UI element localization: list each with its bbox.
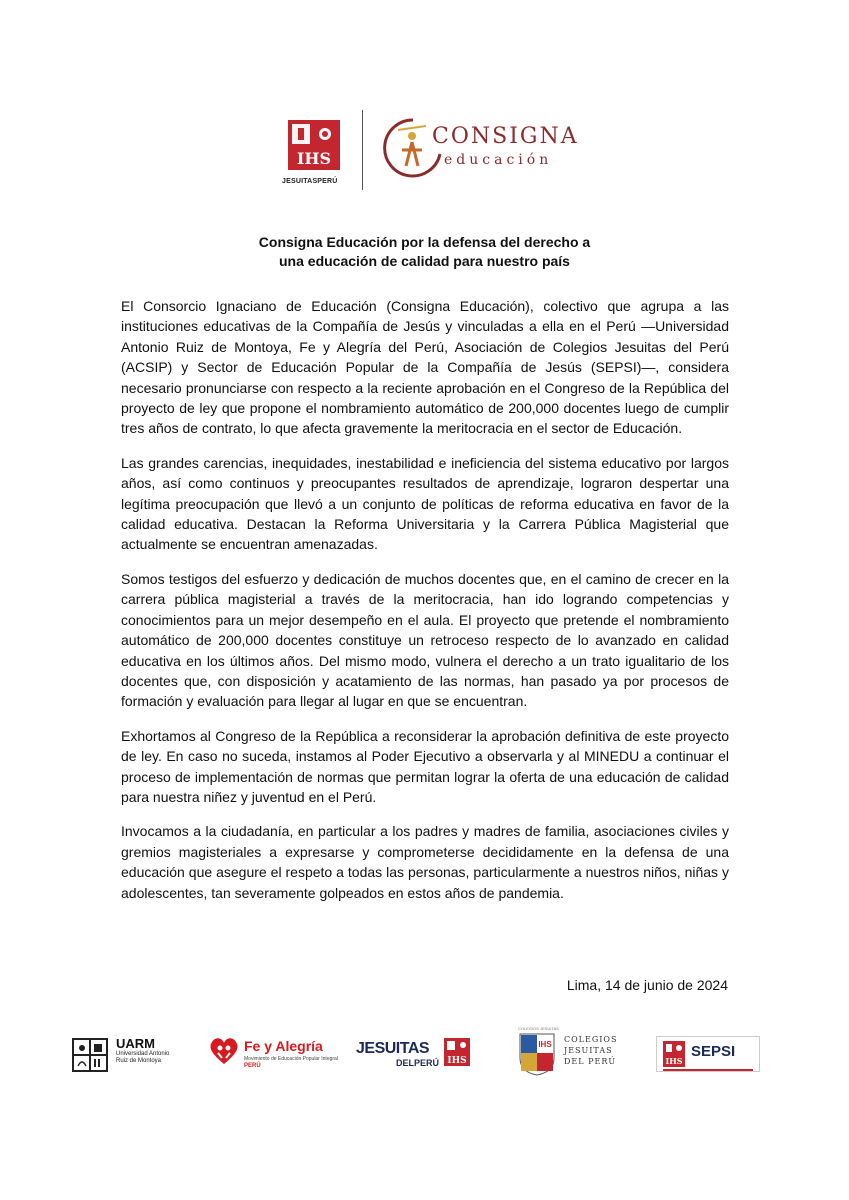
sepsi-frame [656,1036,760,1072]
sepsi-logo [656,1030,760,1078]
colegios-wordmark [564,1034,617,1067]
uarm-shield-icon [72,1038,108,1072]
jesuitas-ihs-emblem [288,120,340,170]
title-line-2: una educación de calidad para nuestro país [279,253,570,269]
paragraph-1: El Consorcio Ignaciano de Educación (Consigna Educación), colectivo que agrupa a las instituciones educativas de la Compañía de Jesús y vinculadas a ella en el Perú —Universidad Antonio Ruiz de Montoya, Fe y Alegría del Perú, Asociación de Colegios Jesuitas del Perú (ACSIP) y Sector de Educación Popular de la Compañía de Jesús (SEPSI)—, considera necesario pronunciarse con respecto a la reciente aprobación en el Congreso de la República del proyecto de ley que propone el nombramiento automático de 200,000 docentes luego de cumplir tres años de contrato, lo que afecta gravemente la meritocracia en el sector de Educación. [121,298,729,437]
fya-name: Fe y Alegría [244,1038,323,1054]
svg-text:IHS: IHS [538,1040,552,1049]
paragraph-5: Invocamos a la ciudadanía, en particular a los padres y madres de familia, asociaciones civiles y gremios magisteriales a expresarse y comprometerse decididamente en la defensa de una educación que asegure el respeto a todas las personas, particularmente a nuestros niños, niñas y adolescentes, tan severamente golpeados en estos años de pandemia. [121,823,729,901]
ihs-emblem-icon [444,1038,470,1066]
consigna-wordmark: CONSIGNA [432,124,579,149]
uarm-logo [72,1030,182,1078]
uarm-name: UARM [116,1036,155,1051]
letterhead [282,110,582,192]
sepsi-underline [663,1069,753,1071]
colegios-shield-icon [518,1032,556,1076]
paragraph-2: Las grandes carencias, inequidades, inestabilidad e ineficiencia del sistema educativo por largos años, así como continuos y preocupantes resultados de aprendizaje, lograron despertar una legítima preocupación que llevó a un conjunto de políticas de reforma educativa en favor de la calidad educativa. Destacan la Reforma Universitaria y la Carrera Pública Magisterial que actualmente se encuentran amenazadas. [121,454,729,553]
statement-body [121,296,729,917]
fe-y-alegria-logo [208,1030,338,1078]
fya-country: PERÚ [244,1063,261,1069]
jesuitas-del-peru-logo [356,1030,476,1078]
jesuitas-wordmark: JESUITAS [356,1040,430,1057]
colegios-line-2: JESUITAS [564,1046,613,1055]
sepsi-ihs-mark: IHS [665,1056,683,1066]
document-title [0,233,849,271]
ihs-sun-icon [288,120,340,170]
header-divider [362,110,363,190]
jesuitas-peru-label: JESUITASPERÚ [282,178,338,185]
title-line-1: Consigna Educación por la defensa del derecho a [258,234,591,250]
jesuitas-peru-logo [282,120,344,192]
footer-logos [72,1026,762,1078]
colegios-jesuitas-logo [518,1026,628,1078]
uarm-subtitle: Universidad Antonio Ruiz de Montoya [116,1051,170,1064]
colegios-small-label: COLEGIOS JESUITAS [518,1026,559,1031]
paragraph-4: Exhortamos al Congreso de la República a reconsiderar la aprobación definitiva de este proyecto de ley. En caso no suceda, instamos al Poder Ejecutivo a observarla y al MINEDU a continuar el proceso de implementación de normas que permitan lograr la oferta de una educación de calidad para nuestra niñez y juventud en el Perú. [121,727,729,805]
sepsi-wordmark: SEPSI [691,1043,736,1060]
date-line: Lima, 14 de junio de 2024 [566,977,728,993]
colegios-line-3: DEL PERÚ [564,1057,617,1066]
colegios-line-1: COLEGIOS [564,1035,618,1044]
paragraph-3: Somos testigos del esfuerzo y dedicación de muchos docentes que, en el camino de crecer en la carrera pública magisterial a través de la meritocracia, han ido logrando competencias y conocimientos para un mejor desempeño en el aula. El proyecto que pretende el nombramiento automático de 200,000 docentes constituye un retroceso respecto de lo avanzado en calidad educativa en los últimos años. Del mismo modo, vulnera el derecho a un trato igualitario de los docentes que, con disposición y acatamiento de las normas, han pasado ya por procesos de formación y evaluación para llegar al lugar en que se encuentran. [121,570,729,710]
educacion-wordmark: educación [444,152,553,168]
sepsi-ihs-emblem [663,1041,685,1067]
consigna-educacion-logo [378,114,578,190]
fya-subtitle: Movimiento de Educación Popular Integral [244,1056,338,1062]
ihs-mark: IHS [296,149,332,168]
heart-icon [208,1036,240,1066]
del-peru-wordmark: DELPERÚ [396,1058,440,1068]
ihs-mark-footer: IHS [447,1056,467,1066]
